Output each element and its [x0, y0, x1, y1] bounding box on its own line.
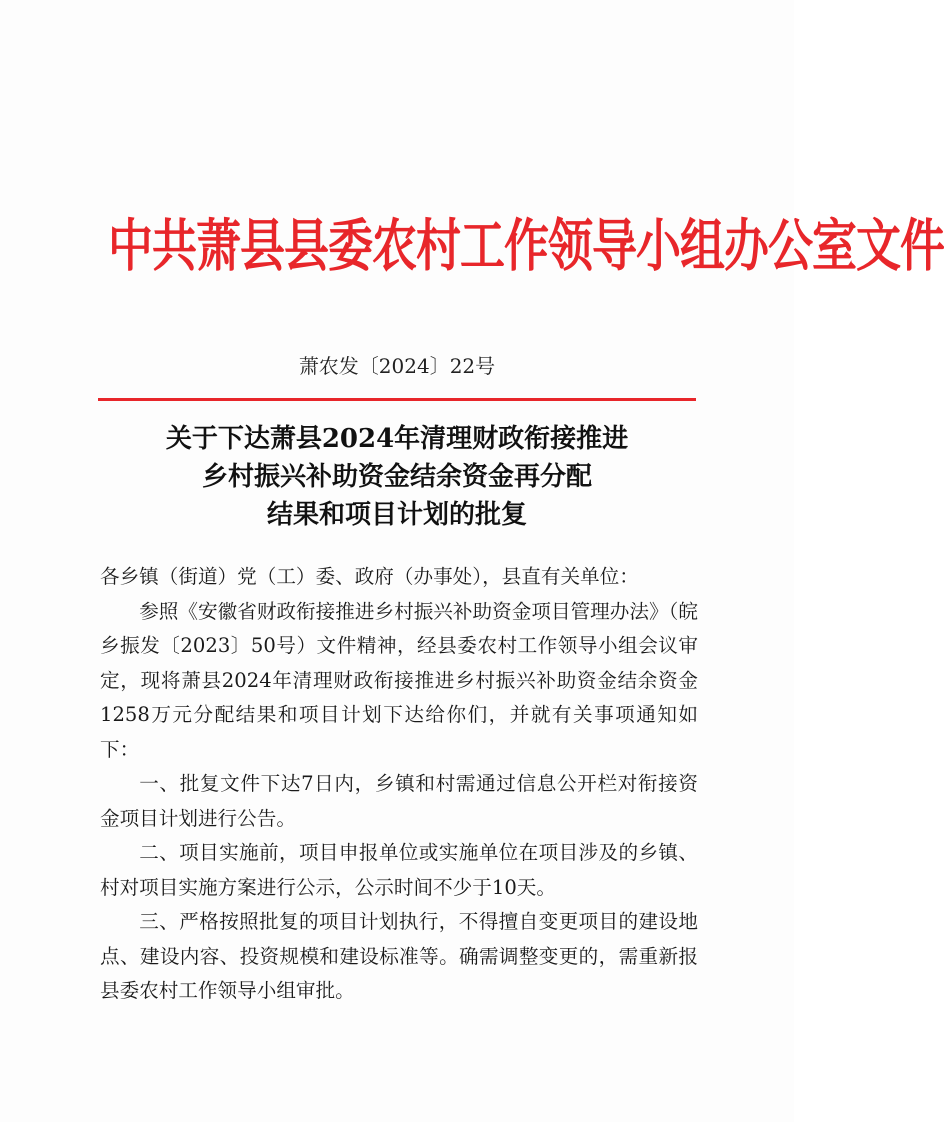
title-line-3: 结果和项目计划的批复: [266, 500, 527, 530]
paragraph-intro: 参照《安徽省财政衔接推进乡村振兴补助资金项目管理办法》（皖乡振发〔2023〕50号）文件精神，经县委农村工作领导小组会议审定，现将萧县2024年清理财政衔接推进乡村振兴补助资金结余资金1258万元分配结果和项目计划下达给你们，并就有关事项通知如下：: [100, 599, 698, 761]
title-line-2: 乡村振兴补助资金结余资金再分配: [201, 462, 592, 492]
issuing-org-header: 中共萧县县委农村工作领导小组办公室文件: [108, 212, 944, 279]
paragraph-item-1: 一、批复文件下达7日内，乡镇和村需通过信息公开栏对衔接资金项目计划进行公告。: [100, 772, 698, 830]
document-body: [100, 560, 698, 1009]
document-number: 萧农发〔2024〕22号: [298, 354, 496, 378]
paragraph-item-2: 二、项目实施前，项目申报单位或实施单位在项目涉及的乡镇、村对项目实施方案进行公示，公示时间不少于10天。: [100, 841, 698, 899]
salutation: 各乡镇（街道）党（工）委、政府（办事处），县直有关单位：: [100, 565, 639, 588]
title-line-1: 关于下达萧县2024年清理财政衔接推进: [165, 424, 629, 454]
red-divider-line: [98, 398, 696, 401]
paragraph-item-3: 三、严格按照批复的项目计划执行，不得擅自变更项目的建设地点、建设内容、投资规模和建设标准等。确需调整变更的，需重新报县委农村工作领导小组审批。: [100, 910, 698, 1002]
document-title: [0, 420, 794, 534]
